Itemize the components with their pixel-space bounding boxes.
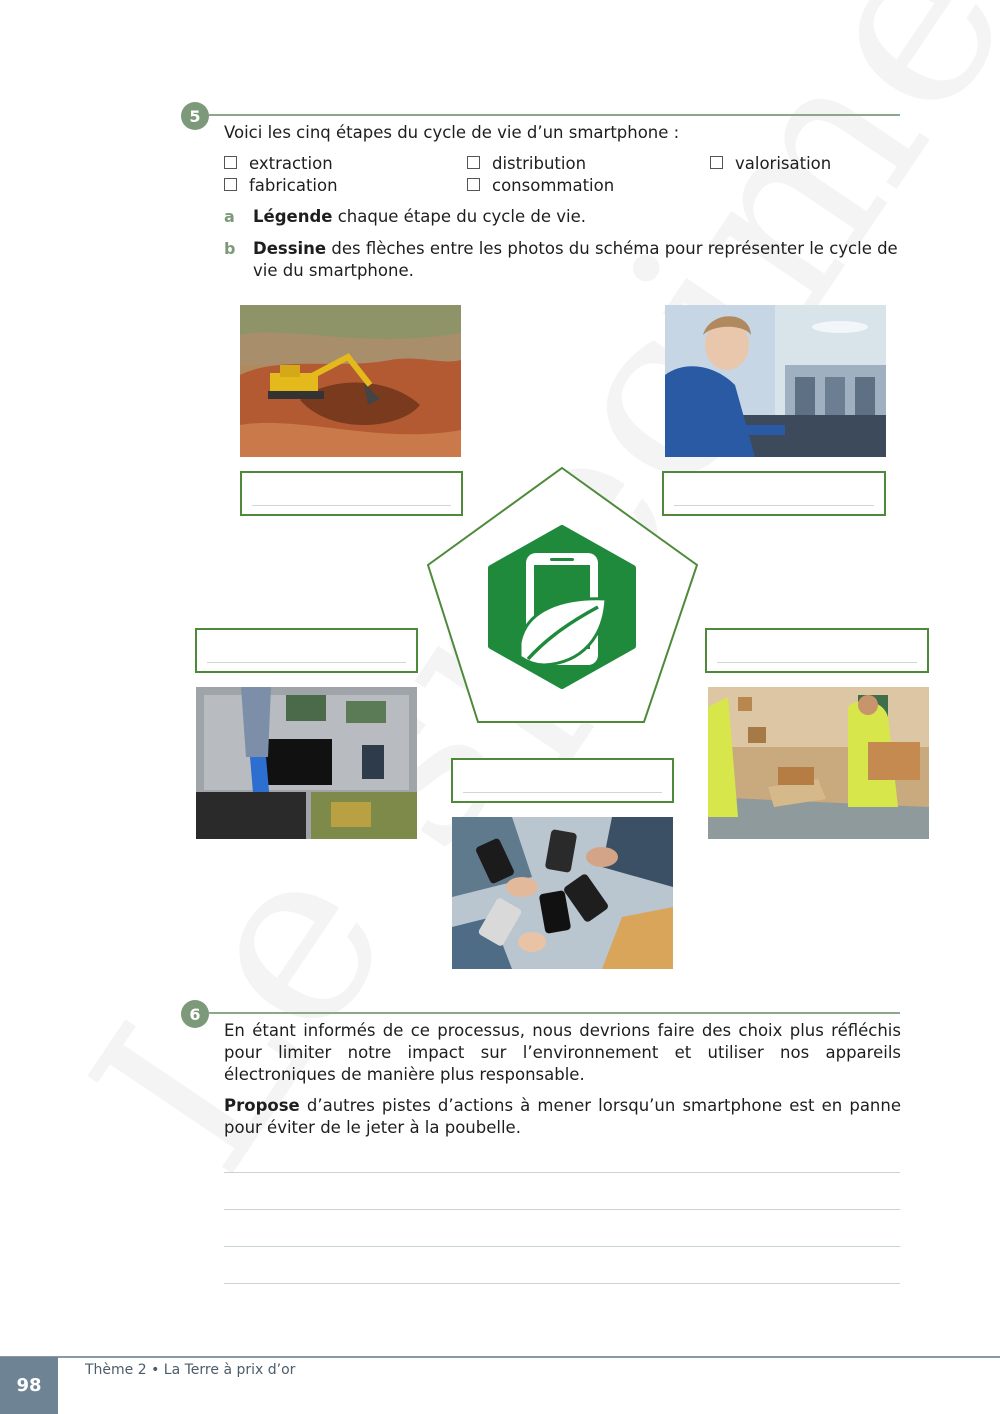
exercise-task: Propose d’autres pistes d’actions à mener lorsqu’un smartphone est en panne pour éviter de le jeter à la poubelle. <box>224 1096 901 1137</box>
task-b-text: Dessine des flèches entre les photos du schéma pour représenter le cycle de vie du smartphone. <box>253 239 898 280</box>
option-fabrication[interactable]: fabrication <box>224 175 338 197</box>
checkbox[interactable] <box>467 178 480 191</box>
excavator-mine-photo <box>240 305 461 457</box>
checkbox[interactable] <box>710 156 723 169</box>
checkbox[interactable] <box>224 156 237 169</box>
option-extraction[interactable]: extraction <box>224 153 333 175</box>
exercise-divider <box>209 1012 900 1014</box>
people-using-phones-photo <box>452 817 673 969</box>
checkbox[interactable] <box>467 156 480 169</box>
option-valorisation[interactable]: valorisation <box>710 153 831 175</box>
answer-line[interactable] <box>224 1246 900 1247</box>
label-box-bottom[interactable] <box>451 758 674 803</box>
option-consommation[interactable]: consommation <box>467 175 614 197</box>
exercise-intro: Voici les cinq étapes du cycle de vie d’un smartphone : <box>224 123 680 142</box>
exercise-number-badge: 6 <box>181 1000 209 1028</box>
answer-line[interactable] <box>224 1172 900 1173</box>
task-a-text: Légende chaque étape du cycle de vie. <box>253 207 586 226</box>
answer-line[interactable] <box>224 1283 900 1284</box>
label-box-top-left[interactable] <box>240 471 463 516</box>
electronic-waste-photo <box>196 687 417 839</box>
exercise-number-badge: 5 <box>181 102 209 130</box>
smartphone-leaf-icon <box>486 525 638 689</box>
checkbox[interactable] <box>224 178 237 191</box>
footer-divider <box>0 1356 1000 1358</box>
warehouse-packages-photo <box>708 687 929 839</box>
task-letter-a: a <box>224 207 235 226</box>
factory-worker-photo <box>665 305 886 457</box>
label-box-left[interactable] <box>195 628 418 673</box>
exercise-paragraph: En étant informés de ce processus, nous devrions faire des choix plus réfléchis pour limiter notre impact sur l’environnement et utiliser nos appareils électroniques de manière plus responsable. <box>224 1021 901 1084</box>
task-letter-b: b <box>224 239 236 258</box>
answer-line[interactable] <box>224 1209 900 1210</box>
option-distribution[interactable]: distribution <box>467 153 586 175</box>
exercise-divider <box>209 114 900 116</box>
label-box-right[interactable] <box>705 628 929 673</box>
label-box-top-right[interactable] <box>662 471 886 516</box>
page-number: 98 <box>0 1357 58 1414</box>
footer-chapter-title: Thème 2 • La Terre à prix d’or <box>85 1362 296 1378</box>
